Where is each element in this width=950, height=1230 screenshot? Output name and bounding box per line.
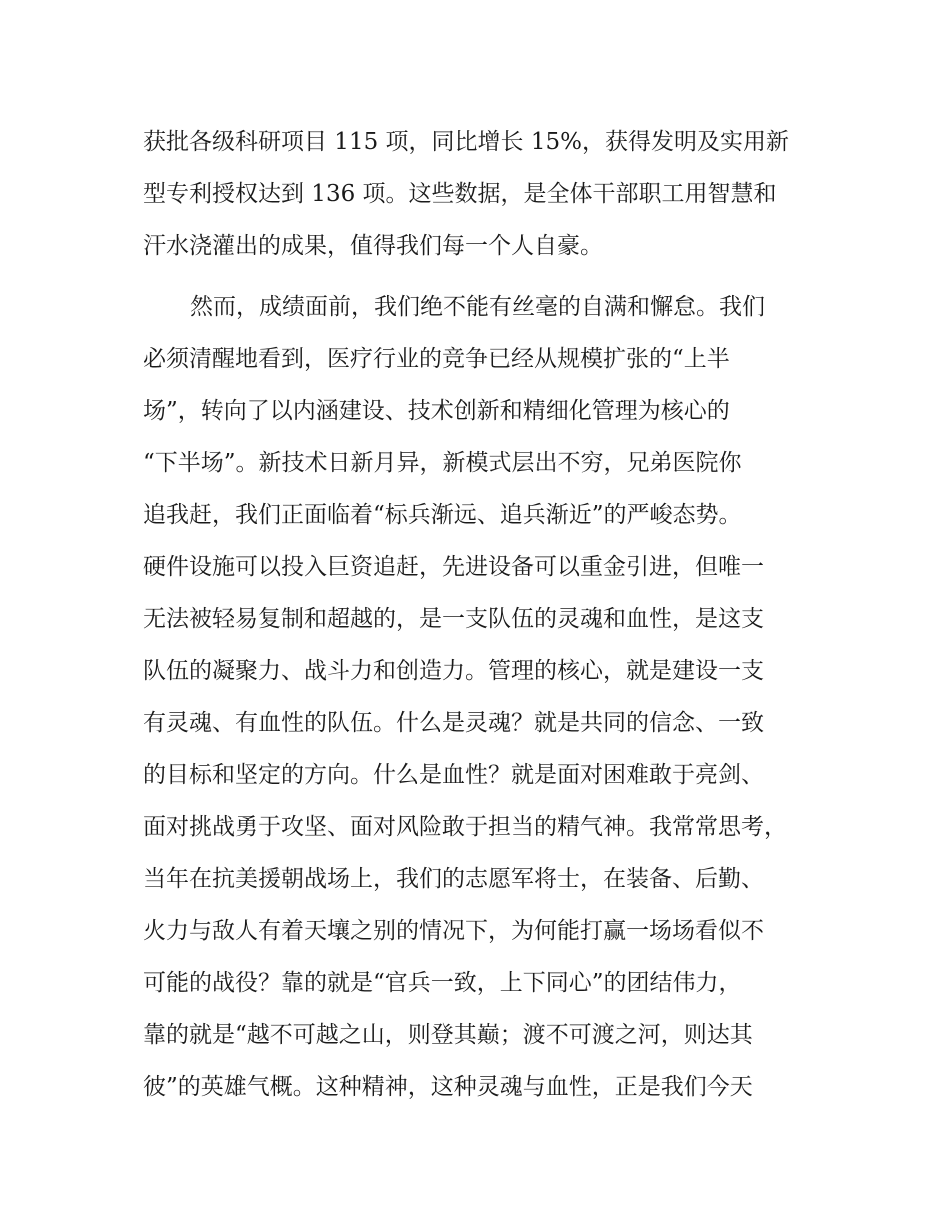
paragraph-2-line-16: 彼”的英雄气概。这种精神，这种灵魂与血性，正是我们今天 — [143, 1074, 753, 1100]
paragraph-2-line-11: 面对挑战勇于攻坚、面对风险敢于担当的精气神。我常常思考， — [143, 814, 787, 840]
paragraph-2-line-6: 硬件设施可以投入巨资追赶，先进设备可以重金引进，但唯一 — [143, 554, 764, 580]
paragraph-1-line-2: 型专利授权达到 136 项。这些数据，是全体干部职工用智慧和 — [143, 181, 777, 207]
paragraph-1-line-1: 获批各级科研项目 115 项，同比增长 15%，获得发明及实用新 — [143, 129, 789, 155]
paragraph-2-line-8: 队伍的凝聚力、战斗力和创造力。管理的核心，就是建设一支 — [143, 658, 764, 684]
paragraph-2-line-2: 必须清醒地看到，医疗行业的竞争已经从规模扩张的“上半 — [143, 346, 730, 372]
paragraph-2-line-9: 有灵魂、有血性的队伍。什么是灵魂？就是共同的信念、一致 — [143, 710, 764, 736]
paragraph-2-line-15: 靠的就是“越不可越之山，则登其巅；渡不可渡之河，则达其 — [143, 1022, 753, 1048]
paragraph-2-line-3: 场”，转向了以内涵建设、技术创新和精细化管理为核心的 — [143, 398, 730, 424]
paragraph-2-line-12: 当年在抗美援朝战场上，我们的志愿军将士，在装备、后勤、 — [143, 866, 764, 892]
paragraph-2-line-5: 追我赶，我们正面临着“标兵渐远、追兵渐近”的严峻态势。 — [143, 502, 742, 528]
paragraph-2-line-14: 可能的战役？靠的就是“官兵一致，上下同心”的团结伟力， — [143, 970, 742, 996]
paragraph-1-line-3: 汗水浇灌出的成果，值得我们每一个人自豪。 — [143, 233, 603, 259]
paragraph-2-line-7: 无法被轻易复制和超越的，是一支队伍的灵魂和血性，是这支 — [143, 606, 764, 632]
paragraph-2-line-4: “下半场”。新技术日新月异，新模式层出不穷，兄弟医院你 — [143, 450, 742, 476]
paragraph-2-line-10: 的目标和坚定的方向。什么是血性？就是面对困难敢于亮剑、 — [143, 762, 764, 788]
paragraph-2-line-1: 然而，成绩面前，我们绝不能有丝毫的自满和懈怠。我们 — [190, 294, 765, 320]
paragraph-2-line-13: 火力与敌人有着天壤之别的情况下，为何能打赢一场场看似不 — [143, 918, 764, 944]
